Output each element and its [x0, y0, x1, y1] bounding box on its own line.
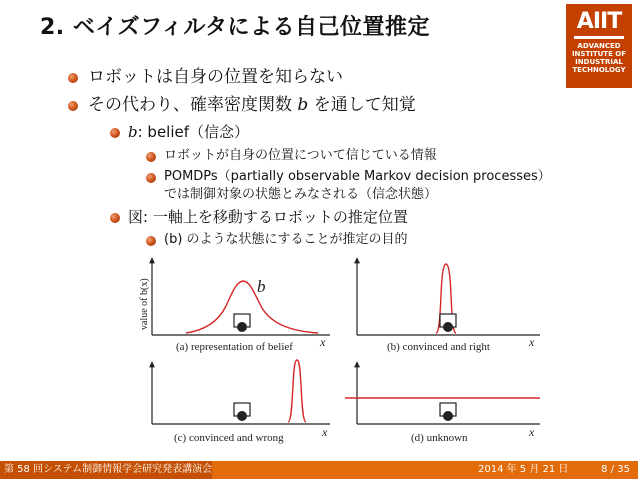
title-number: 2. [40, 15, 65, 40]
logo-line-2: INSTITUTE OF [571, 50, 627, 58]
x-axis-label: x [322, 425, 328, 439]
logo-line-4: TECHNOLOGY [572, 66, 626, 74]
bullet-text: POMDPs（partially observable Markov decision processes） [164, 169, 551, 184]
bullet-dot-icon [68, 73, 78, 83]
bullet-text: ロボットは自身の位置を知らない [88, 67, 343, 87]
x-axis-label: x [529, 335, 535, 349]
bullet-text-post: を通して知覚 [308, 95, 416, 115]
caption-c: (c) convinced and wrong [174, 432, 284, 444]
bullet-text: (b) のような状態にすることが推定の目的 [164, 232, 408, 247]
bullet-text-belief: : belief（信念） [137, 123, 250, 141]
bullet-dot-icon [146, 173, 156, 183]
bullet-text [88, 94, 416, 116]
logo-mark: AIIT [576, 9, 622, 34]
bullet-text-pre: その代わり、確率密度関数 [88, 95, 298, 115]
belief-variable: b [128, 123, 138, 141]
belief-variable: b [297, 95, 309, 115]
belief-label: b [257, 277, 266, 296]
title-text: ベイズフィルタによる自己位置推定 [72, 15, 430, 40]
bullet-dot-icon [146, 152, 156, 162]
logo-line-1: ADVANCED [577, 42, 621, 50]
bullet-dot-icon [110, 213, 120, 223]
caption-a: (a) representation of belief [176, 341, 293, 353]
footer-bar [0, 461, 638, 479]
bullet-dot-icon [110, 128, 120, 138]
x-axis-label: x [529, 425, 535, 439]
bullet-text: ロボットが自身の位置について信じている情報 [164, 148, 437, 163]
logo-line-3: INDUSTRIAL [575, 58, 623, 66]
footer-event: 第 58 回システム制御情報学会研究発表講演会 [0, 461, 212, 479]
caption-b: (b) convinced and right [387, 341, 490, 353]
bullet-dot-icon [146, 236, 156, 246]
bullet-text-continued: では制御対象の状態とみなされる（信念状態） [164, 187, 438, 202]
bullet-text [128, 121, 249, 143]
bullet-text: 図: 一軸上を移動するロボットの推定位置 [128, 208, 408, 226]
bullet-dot-icon [68, 101, 78, 111]
caption-d: (d) unknown [411, 432, 468, 444]
x-axis-label: x [320, 335, 326, 349]
y-axis-label: value of b(x) [139, 278, 150, 330]
page-number: 8 / 35 [601, 464, 630, 475]
footer-date: 2014 年 5 月 21 日 [478, 464, 569, 475]
